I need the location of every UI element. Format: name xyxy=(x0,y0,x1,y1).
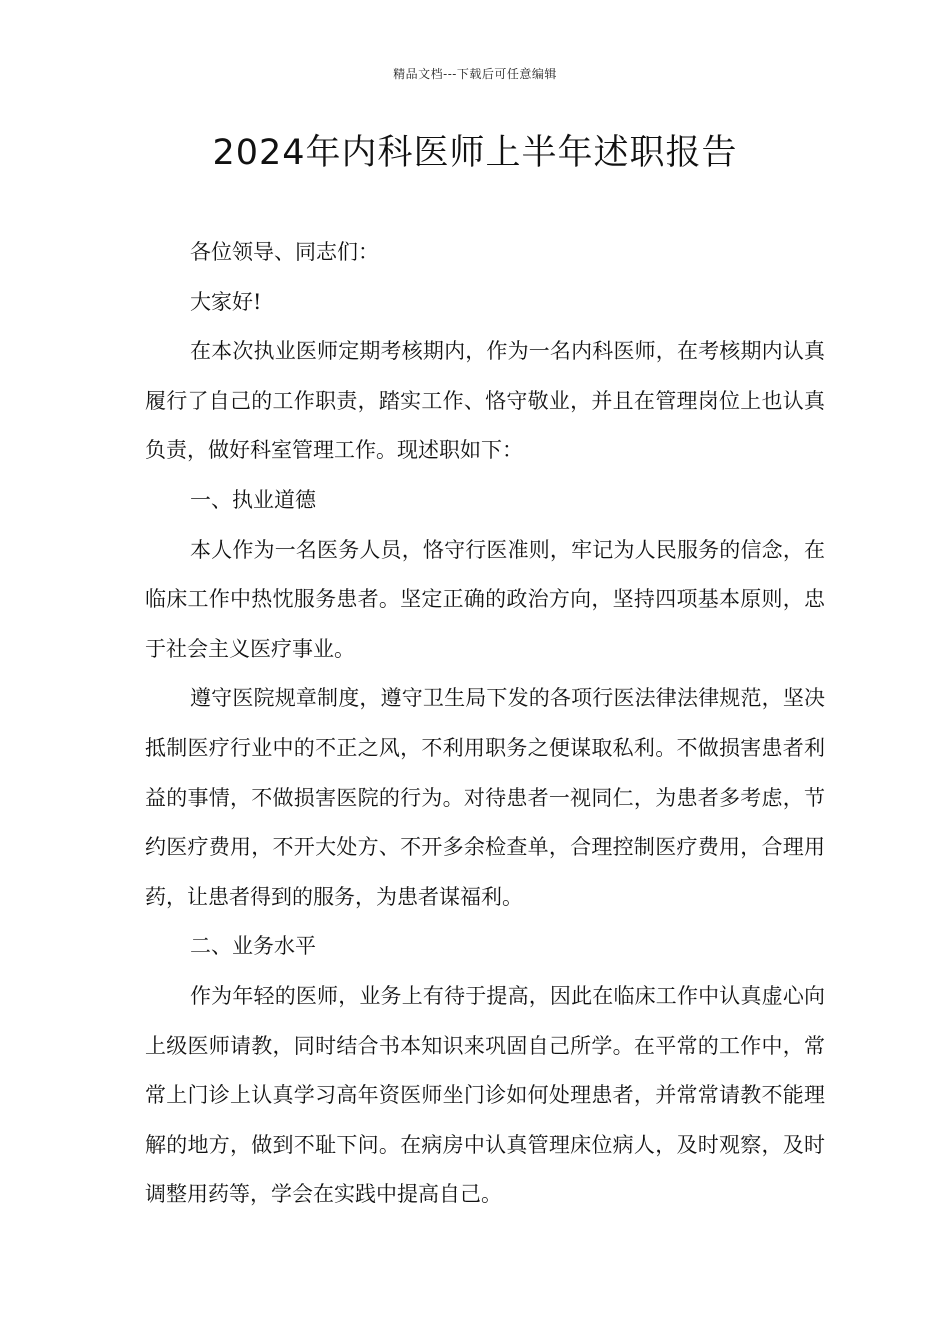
salutation-paragraph: 大家好! xyxy=(190,289,262,314)
ethics-paragraph-2: 遵守医院规章制度，遵守卫生局下发的各项行医法律法律规范，坚决抵制医疗行业中的不正之风，不利用职务之便谋取私利。不做损害患者利益的事情，不做损害医院的行为。对待患者一视同仁，为患者多考虑，节约医疗费用，不开大处方、不开多余检查单，合理控制医疗费用，合理用药，让患者得到的服务，为患者谋福利。 xyxy=(145,686,825,909)
ethics-paragraph-1: 本人作为一名医务人员，恪守行医准则，牢记为人民服务的信念，在临床工作中热忱服务患者。坚定正确的政治方向，坚持四项基本原则，忠于社会主义医疗事业。 xyxy=(145,537,825,661)
document-body xyxy=(145,228,825,1220)
greeting-paragraph: 各位领导、同志们： xyxy=(190,240,379,264)
intro-paragraph: 在本次执业医师定期考核期内，作为一名内科医师，在考核期内认真履行了自己的工作职责，踏实工作、恪守敬业，并且在管理岗位上也认真负责，做好科室管理工作。现述职如下： xyxy=(145,339,825,463)
section-heading-professional-level: 二、业务水平 xyxy=(190,934,316,959)
document-title: 2024年内科医师上半年述职报告 xyxy=(212,133,738,173)
page-header: 精品文档---下载后可任意编辑 xyxy=(393,67,557,81)
section-heading-ethics: 一、执业道德 xyxy=(190,487,316,512)
professional-level-paragraph: 作为年轻的医师，业务上有待于提高，因此在临床工作中认真虚心向上级医师请教，同时结合书本知识来巩固自己所学。在平常的工作中，常常上门诊上认真学习高年资医师坐门诊如何处理患者，并常常请教不能理解的地方，做到不耻下问。在病房中认真管理床位病人，及时观察，及时调整用药等，学会在实践中提高自己。 xyxy=(145,983,825,1207)
